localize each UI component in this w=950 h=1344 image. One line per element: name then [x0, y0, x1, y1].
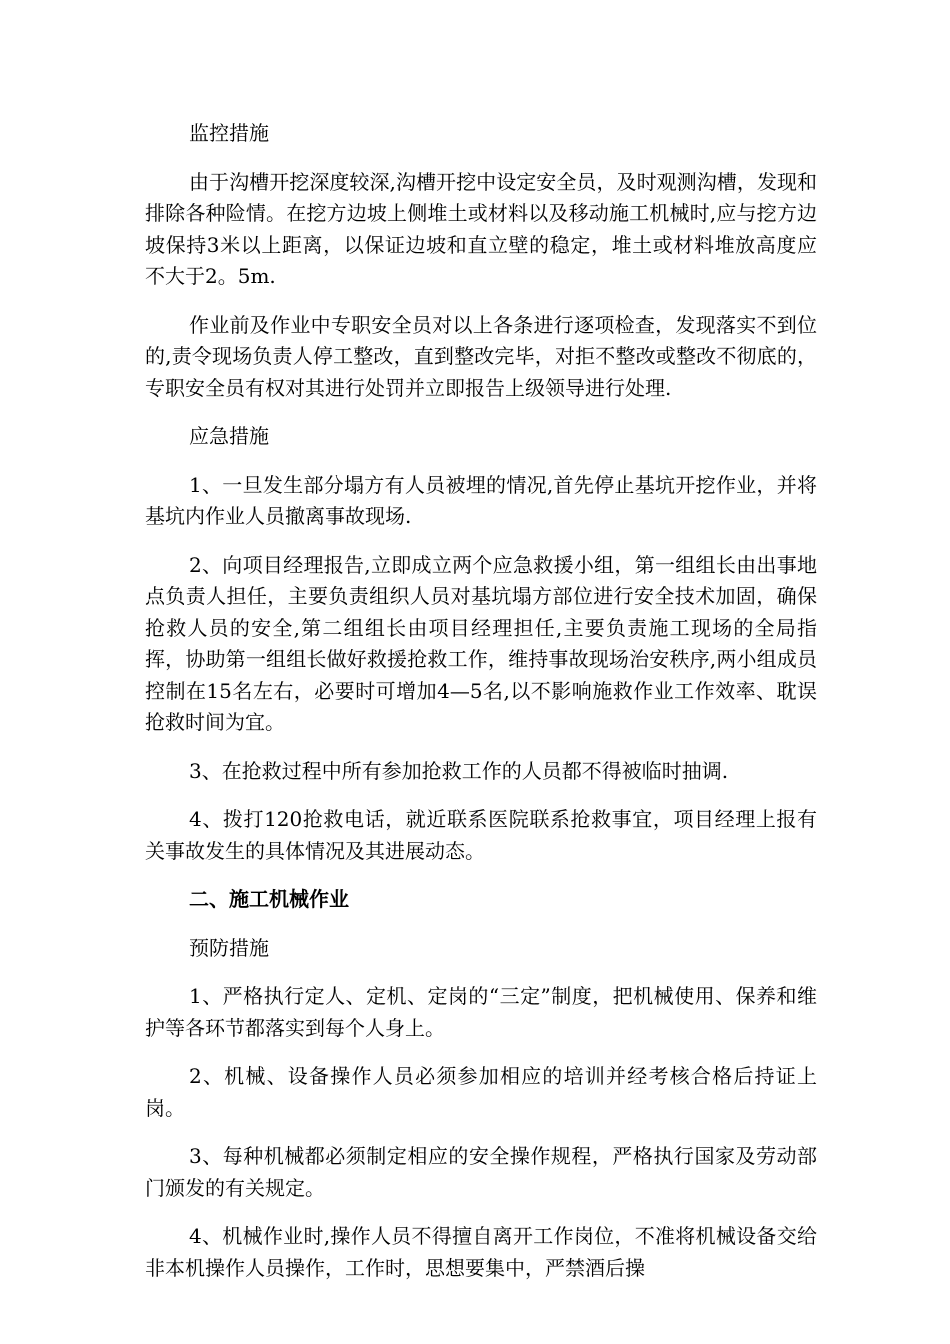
document-body — [145, 118, 817, 1301]
paragraph-trench-monitoring: 由于沟槽开挖深度较深,沟槽开挖中设定安全员，及时观测沟槽，发现和排除各种险情。在挖方边坡上侧堆土或材料以及移动施工机械时,应与挖方边坡保持3米以上距离，以保证边坡和直立壁的稳定，堆土或材料堆放高度应不大于2。5m. — [145, 169, 817, 288]
list-item-prevention-1: 1、严格执行定人、定机、定岗的“三定”制度，把机械使用、保养和维护等各环节都落实到每个人身上。 — [145, 984, 817, 1040]
list-item-prevention-4: 4、机械作业时,操作人员不得擅自离开工作岗位，不准将机械设备交给非本机操作人员操作，工作时，思想要集中，严禁酒后操 — [145, 1224, 817, 1280]
list-item-emergency-1: 1、一旦发生部分塌方有人员被埋的情况,首先停止基坑开挖作业，并将基坑内作业人员撤离事故现场. — [145, 472, 817, 528]
paragraph-inspection: 作业前及作业中专职安全员对以上各条进行逐项检查，发现落实不到位的,责令现场负责人停工整改，直到整改完毕，对拒不整改或整改不彻底的，专职安全员有权对其进行处罚并立即报告上级领导进行处理. — [145, 312, 817, 400]
subheading-monitoring: 监控措施 — [189, 121, 269, 145]
section-heading-machinery: 二、施工机械作业 — [189, 887, 349, 911]
list-item-emergency-2: 2、向项目经理报告,立即成立两个应急救援小组，第一组组长由出事地点负责人担任，主要负责组织人员对基坑塌方部位进行安全技术加固，确保抢救人员的安全,第二组组长由项目经理担任,主要负责施工现场的全局指挥，协助第一组组长做好救援抢救工作，维持事故现场治安秩序,两小组成员控制在15名左右，必要时可增加4—5名,以不影响施救作业工作效率、耽误抢救时间为宜。 — [145, 552, 817, 734]
list-item-prevention-2: 2、机械、设备操作人员必须参加相应的培训并经考核合格后持证上岗。 — [145, 1064, 817, 1120]
list-item-prevention-3: 3、每种机械都必须制定相应的安全操作规程，严格执行国家及劳动部门颁发的有关规定。 — [145, 1144, 817, 1200]
subheading-emergency: 应急措施 — [189, 424, 269, 448]
subheading-prevention: 预防措施 — [189, 935, 269, 960]
list-item-emergency-4: 4、拨打120抢救电话，就近联系医院联系抢救事宜，项目经理上报有关事故发生的具体情况及其进展动态。 — [145, 807, 817, 863]
list-item-emergency-3: 3、在抢救过程中所有参加抢救工作的人员都不得被临时抽调. — [189, 758, 729, 783]
